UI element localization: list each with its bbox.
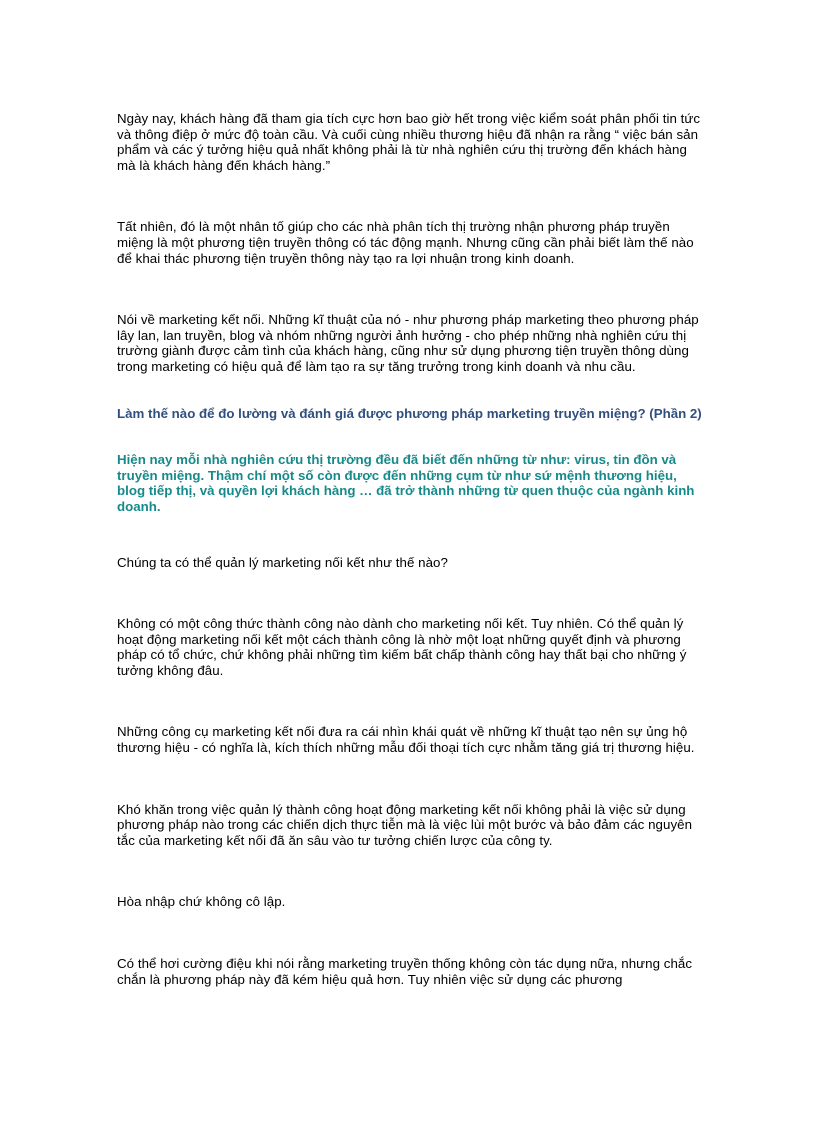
paragraph-connected-marketing: Nói về marketing kết nối. Những kĩ thuật của nó - như phương pháp marketing theo phương pháp lây lan, lan truyền, blog và nhóm những người ảnh hưởng - cho phép những nhà nghiên cứu thị trường giành được cảm tình của khách hàng, cũng như sử dụng phương tiện truyền thông dùng trong marketing có hiệu quả để làm tạo ra sự tăng trưởng trong kinh doanh và nhu cầu.	[117, 312, 699, 374]
spacer	[117, 910, 707, 956]
paragraph-difficulty: Khó khăn trong việc quản lý thành công hoạt động marketing kết nối không phải là việc sử dụng phương pháp nào trong các chiến dịch thực tiễn mà là việc lùi một bước và bảo đảm các nguyên tắc của marketing kết nối đã ăn sâu vào tư tưởng chiến lược của công ty.	[117, 801, 693, 848]
spacer	[117, 515, 707, 555]
article-heading: Làm thế nào để đo lường và đánh giá được phương pháp marketing truyền miệng? (Phần 2)	[117, 405, 702, 421]
spacer	[117, 375, 707, 406]
paragraph-no-formula: Không có một công thức thành công nào dành cho marketing nối kết. Tuy nhiên. Có thể quản lý hoạt động marketing nối kết một cách thành công là nhờ một loạt những quyết định và phương pháp có tổ chức, chứ không phải những tìm kiếm bất chấp thành công hay thất bại cho những ý tưởng không đâu.	[117, 616, 687, 678]
paragraph-question: Chúng ta có thể quản lý marketing nối kết như thế nào?	[117, 554, 448, 570]
spacer	[117, 756, 707, 802]
spacer	[117, 848, 707, 894]
article-lead: Hiện nay mỗi nhà nghiên cứu thị trường đều đã biết đến những từ như: virus, tin đồn và truyền miệng. Thậm chí một số còn được đến những cụm từ như sứ mệnh thương hiệu, blog tiếp thị, và quyền lợi khách hàng … đã trở thành những từ quen thuộc của ngành kinh doanh.	[117, 452, 695, 514]
paragraph-intro: Ngày nay, khách hàng đã tham gia tích cực hơn bao giờ hết trong việc kiểm soát phân phối tin tức và thông điệp ở mức độ toàn cầu. Và cuối cùng nhiều thương hiệu đã nhận ra rằng “ việc bán sản phẩm và các ý tưởng hiệu quả nhất không phải là từ nhà nghiên cứu thị trường đến khách hàng mà là khách hàng đến khách hàng.”	[117, 111, 701, 173]
paragraph-traditional: Có thể hơi cường điệu khi nói rằng marketing truyền thống không còn tác dụng nữa, nhưng chắc chắn là phương pháp này đã kém hiệu quả hơn. Tuy nhiên việc sử dụng các phương	[117, 956, 693, 987]
paragraph-integrate: Hòa nhập chứ không cô lập.	[117, 894, 286, 910]
spacer	[117, 266, 707, 312]
document-page	[117, 111, 707, 987]
spacer	[117, 173, 707, 219]
spacer	[117, 421, 707, 452]
paragraph-tools: Những công cụ marketing kết nối đưa ra cái nhìn khái quát về những kĩ thuật tạo nên sự ủng hộ thương hiệu - có nghĩa là, kích thích những mẫu đối thoại tích cực nhằm tăng giá trị thương hiệu.	[117, 724, 695, 756]
spacer	[117, 678, 707, 724]
spacer	[117, 570, 707, 616]
paragraph-word-of-mouth: Tất nhiên, đó là một nhân tố giúp cho các nhà phân tích thị trường nhận phương pháp truyền miệng là một phương tiện truyền thông có tác động mạnh. Nhưng cũng cần phải biết làm thế nào để khai thác phương tiện truyền thông này tạo ra lợi nhuận trong kinh doanh.	[117, 219, 694, 266]
